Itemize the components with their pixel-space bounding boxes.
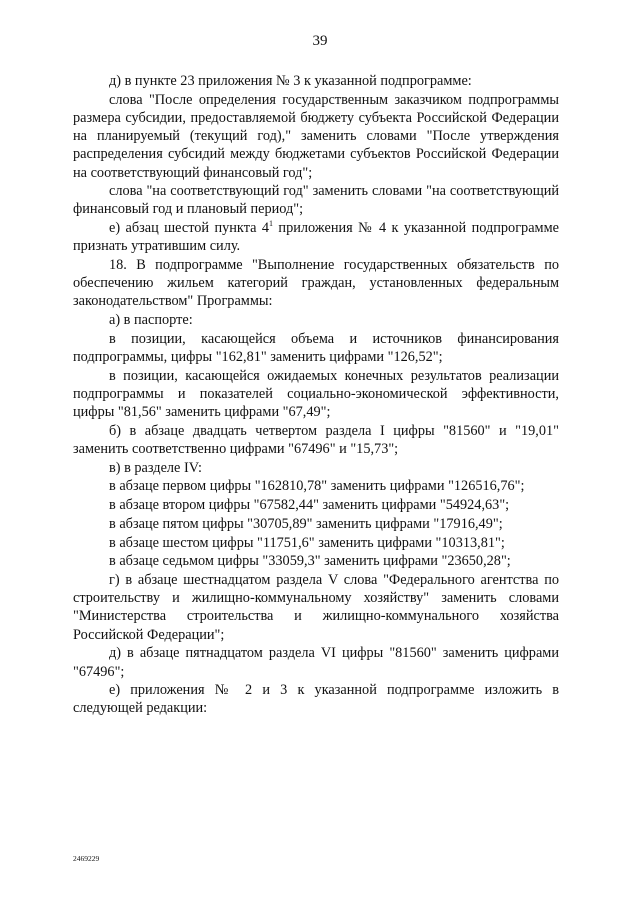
superscript: 1 [269,219,274,229]
paragraph: слова "После определения государственным заказчиком подпрограммы размера субсидии, предоставляемой бюджету субъекта Российской Федерации на планируемый (текущий год)," заменить словами "После утверждения распределения субсидий между бюджетами субъектов Российской Федерации на соответствующий финансовый год"; [73,91,559,181]
paragraph: слова "на соответствующий год" заменить словами "на соответствующий финансовый год и плановый период"; [73,183,559,218]
paragraph: г) в абзаце шестнадцатом раздела V слова "Федерального агентства по строительству и жилищно-коммунальному хозяйству" заменить словами "Министерства строительства и жилищно-коммунального хозяйства Российской Федерации"; [73,571,559,643]
paragraph: б) в абзаце двадцать четвертом раздела I цифры "81560" и "19,01" заменить соответственно цифрами "67496" и "15,73"; [73,422,559,458]
paragraph: д) в пункте 23 приложения № 3 к указанной подпрограмме: [109,73,472,89]
paragraph: а) в паспорте: [109,312,193,329]
paragraph: 18. В подпрограмме "Выполнение государственных обязательств по обеспечению жильем категорий граждан, установленных федеральным законодательством" Программы: [73,257,559,310]
paragraph: в абзаце втором цифры "67582,44" заменить цифрами "54924,63"; [109,497,510,514]
paragraph: в абзаце первом цифры "162810,78" заменить цифрами "126516,76"; [109,478,525,495]
paragraph: в) в разделе IV: [109,459,202,476]
paragraph: в абзаце седьмом цифры "33059,3" заменить цифрами "23650,28"; [109,553,511,570]
paragraph-text: приложения № 4 к указанной подпрограмме признать утратившим силу. [73,220,559,255]
paragraph: в позиции, касающейся ожидаемых конечных результатов реализации подпрограммы и показателей социально-экономической эффективности, цифры "81,56" заменить цифрами "67,49"; [73,367,559,421]
paragraph: д) в абзаце пятнадцатом раздела VI цифры "81560" заменить цифрами "67496"; [73,645,559,680]
paragraph-text: е) абзац шестой пункта 4 [109,220,270,237]
paragraph: в абзаце пятом цифры "30705,89" заменить цифрами "17916,49"; [109,515,503,532]
paragraph [73,219,559,255]
document-id: 2469229 [73,854,100,863]
paragraph: е) приложения № 2 и 3 к указанной подпрограмме изложить в следующей редакции: [73,682,559,717]
paragraph: в абзаце шестом цифры "11751,6" заменить цифрами "10313,81"; [109,534,505,551]
document-body [73,72,559,718]
page-number: 39 [312,33,328,49]
paragraph: в позиции, касающейся объема и источников финансирования подпрограммы, цифры "162,81" заменить цифрами "126,52"; [73,330,559,366]
